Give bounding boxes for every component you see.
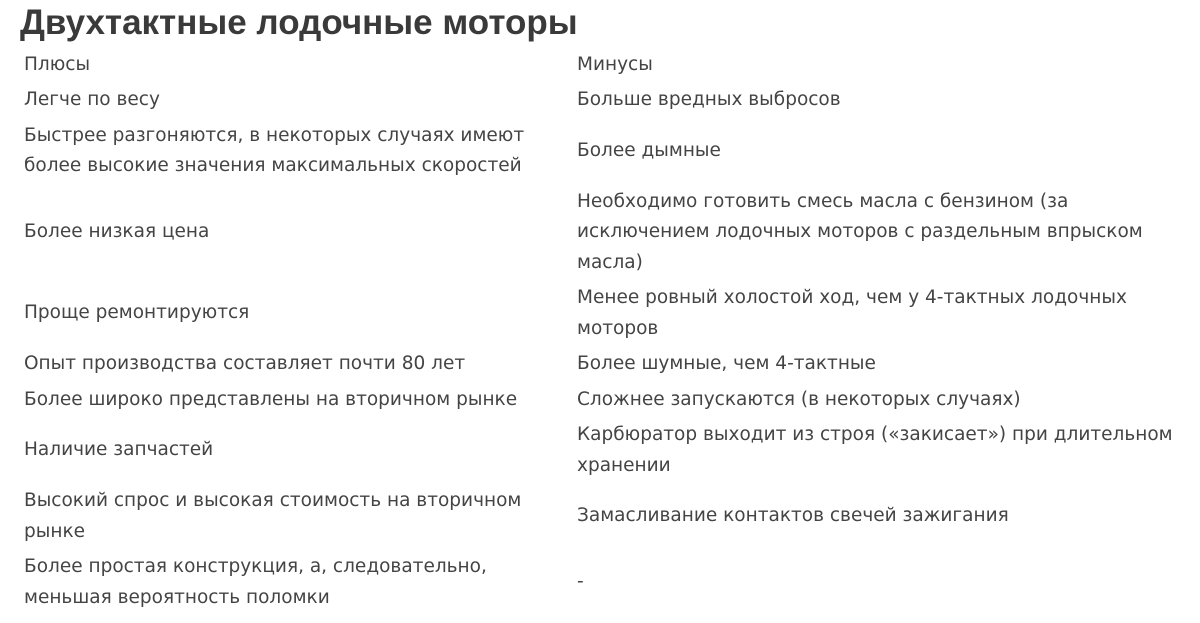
con-cell: Необходимо готовить смесь масла с бензином (за исключением лодочных моторов с раздельным впрыском масла) — [577, 190, 1143, 273]
con-cell: Карбюратор выходит из строя («закисает») при длительном хранении — [577, 424, 1173, 476]
pro-cell: Легче по весу — [24, 89, 160, 110]
pro-cell: Опыт производства составляет почти 80 лет — [24, 353, 466, 374]
con-cell: Замасливание контактов свечей зажигания — [577, 505, 1009, 527]
table-row — [24, 382, 1184, 418]
con-cell: Менее ровный холостой ход, чем у 4-тактных лодочных моторов — [577, 287, 1127, 339]
pro-cell: Наличие запчастей — [24, 439, 214, 461]
table-header-row — [24, 47, 1184, 83]
table-row — [24, 550, 1184, 616]
header-cons: Минусы — [577, 53, 653, 75]
table-row — [24, 83, 1184, 119]
con-cell: Более шумные, чем 4-тактные — [577, 353, 876, 374]
pro-cell: Более широко представлены на вторичном рынке — [24, 388, 518, 410]
header-pros: Плюсы — [24, 53, 91, 75]
pro-cell: Более низкая цена — [24, 221, 210, 242]
pro-cell: Высокий спрос и высокая стоимость на вторичном рынке — [24, 490, 522, 542]
table-row — [24, 281, 1184, 347]
pro-cell: Проще ремонтируются — [24, 302, 250, 324]
pro-cell: Более простая конструкция, а, следовательно, меньшая вероятность поломки — [24, 556, 487, 608]
con-cell: Больше вредных выбросов — [577, 89, 841, 110]
pros-cons-table — [24, 47, 1184, 616]
table-row — [24, 184, 1184, 281]
table-row — [24, 418, 1184, 484]
con-cell: Более дымные — [577, 139, 721, 161]
table-row — [24, 347, 1184, 383]
con-cell: - — [577, 571, 584, 593]
con-cell: Сложнее запускаются (в некоторых случаях) — [577, 388, 1021, 410]
table-row — [24, 118, 1184, 184]
table-row — [24, 484, 1184, 550]
pro-cell: Быстрее разгоняются, в некоторых случаях имеют более высокие значения максимальных скоростей — [24, 124, 525, 176]
page-title: Двухтактные лодочные моторы — [20, 3, 578, 42]
